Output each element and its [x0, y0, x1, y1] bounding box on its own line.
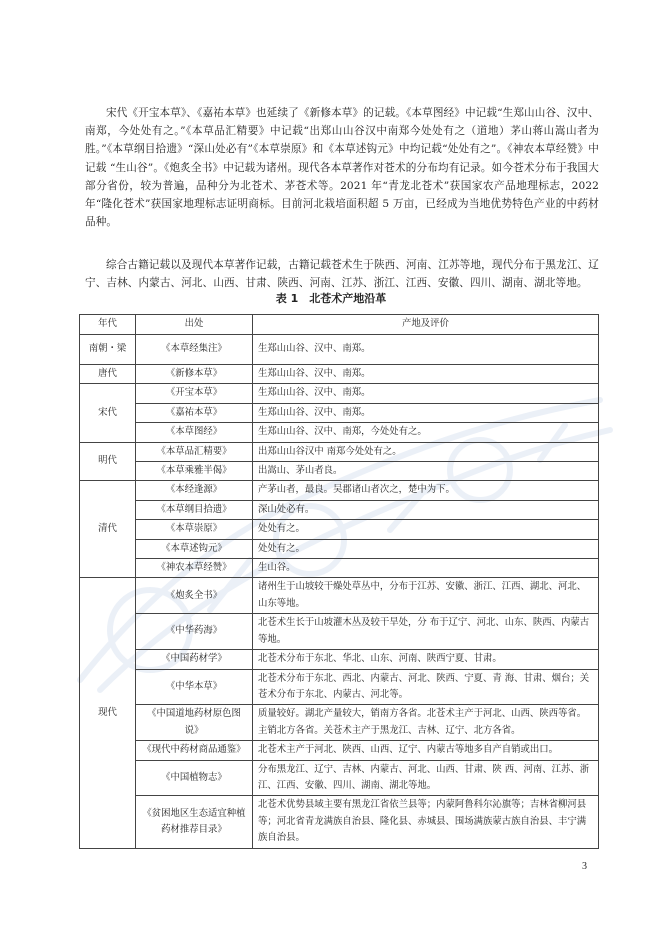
table-row: [80, 500, 599, 519]
era-cell: 宋代: [80, 384, 136, 442]
source-cell: 《本经逢源》: [136, 481, 253, 500]
source-cell: 《神农本草经赞》: [136, 559, 253, 578]
origin-cell: 生山谷。: [253, 559, 599, 578]
era-cell: 清代: [80, 481, 136, 578]
table-row: [80, 760, 599, 796]
origin-cell: 北苍术主产于河北、陕西、山西、辽宁、内蒙古等地多自产自销或出口。: [253, 741, 599, 760]
table-row: [80, 578, 599, 614]
provenance-table: [79, 314, 599, 849]
source-cell: 《中华本草》: [136, 669, 253, 705]
table-row: [80, 614, 599, 650]
source-cell: 《中国道地药材原色图说》: [136, 705, 253, 741]
table-row: [80, 335, 599, 365]
origin-cell: 北苍术分布于东北、西北、内蒙古、河北、陕西、宁夏、青 海、甘肃、烟台；关苍术分布于东北、内蒙古、河北等。: [253, 669, 599, 705]
origin-cell: 诸州生于山坡较干燥处草丛中，分布于江苏、安徽、浙江、江西、湖北、河北、山东等地。: [253, 578, 599, 614]
source-cell: 《本草崇原》: [136, 520, 253, 539]
origin-cell: 出郑山山谷汉中 南郑今处处有之。: [253, 442, 599, 461]
table-row: [80, 705, 599, 741]
table-row: [80, 796, 599, 848]
source-cell: 《新修本草》: [136, 365, 253, 384]
source-cell: 《现代中药材商品通鉴》: [136, 741, 253, 760]
table-row: [80, 741, 599, 760]
origin-cell: 生郑山山谷、汉中、南郑。: [253, 384, 599, 403]
origin-cell: 深山处必有。: [253, 500, 599, 519]
origin-cell: 生郑山山谷、汉中、南郑，今处处有之。: [253, 423, 599, 442]
source-cell: 《炮炙全书》: [136, 578, 253, 614]
origin-cell: 处处有之。: [253, 520, 599, 539]
origin-cell: 质量较好。湖北产量较大，销南方各省。北苍术主产于河北、山西、陕西等省。主销北方各省。关苍术主产于黑龙江、吉林、辽宁、北方各省。: [253, 705, 599, 741]
era-cell: 南朝・梁: [80, 335, 136, 365]
source-cell: 《嘉祐本草》: [136, 403, 253, 422]
origin-cell: 生郑山山谷、汉中、南郑。: [253, 365, 599, 384]
source-cell: 《本草乘雅半偈》: [136, 462, 253, 481]
source-cell: 《中华药海》: [136, 614, 253, 650]
table-row: [80, 539, 599, 558]
source-cell: 《本草经集注》: [136, 335, 253, 365]
table-row: [80, 384, 599, 403]
body-paragraph: 综合古籍记载以及现代本草著作记载，古籍记载苍术生于陕西、河南、江苏等地，现代分布于黑龙江、辽宁、吉林、内蒙古、河北、山西、甘肃、陕西、河南、江苏、浙江、江西、安徽、四川、湖南、湖北等地。: [85, 259, 599, 290]
table-row: [80, 462, 599, 481]
page-number: 3: [582, 861, 587, 872]
header-source: 出处: [136, 315, 253, 335]
origin-cell: 生郑山山谷、汉中、南郑。: [253, 335, 599, 365]
origin-cell: 处处有之。: [253, 539, 599, 558]
origin-cell: 生郑山山谷、汉中、南郑。: [253, 403, 599, 422]
source-cell: 《开宝本草》: [136, 384, 253, 403]
source-cell: 《本草述钩元》: [136, 539, 253, 558]
table-row: [80, 442, 599, 461]
table-body: [80, 335, 599, 849]
table-row: [80, 423, 599, 442]
table-row: [80, 481, 599, 500]
table-row: [80, 403, 599, 422]
origin-cell: 北苍术生长于山坡灌木丛及较干旱处，分 布于辽宁、河北、山东、陕西、内蒙古等地。: [253, 614, 599, 650]
era-cell: 唐代: [80, 365, 136, 384]
table-row: [80, 520, 599, 539]
origin-cell: 产茅山者，最良。吴郡诸山者次之，楚中为下。: [253, 481, 599, 500]
table-caption: 表 1 北苍术产地沿革: [275, 292, 387, 305]
source-cell: 《本草品汇精要》: [136, 442, 253, 461]
table-row: [80, 669, 599, 705]
source-cell: 《中国药材学》: [136, 650, 253, 669]
source-cell: 《本草图经》: [136, 423, 253, 442]
era-cell: 明代: [80, 442, 136, 481]
header-era: 年代: [80, 315, 136, 335]
header-origin: 产地及评价: [253, 315, 599, 335]
table-row: [80, 559, 599, 578]
origin-cell: 北苍术优势县域主要有黑龙江省依兰县等；内蒙阿鲁科尔沁旗等；吉林省柳河县等；河北省青龙满族自治县、隆化县、赤城县、围场满族蒙古族自治县、丰宁满族自治县。: [253, 796, 599, 848]
table-header-row: [80, 315, 599, 335]
origin-cell: 分布黑龙江、辽宁、吉林、内蒙古、河北、山西、甘肃、陕 西、河南、江苏、浙江、江西、安徽、四川、湖南、湖北等地。: [253, 760, 599, 796]
source-cell: 《中国植物志》: [136, 760, 253, 796]
origin-cell: 出嵩山、茅山者良。: [253, 462, 599, 481]
table-row: [80, 650, 599, 669]
origin-cell: 北苍术分布于东北、华北、山东、河南、陕西宁夏、甘肃。: [253, 650, 599, 669]
body-paragraph: 宋代《开宝本草》、《嘉祐本草》也延续了《新修本草》的记载。《本草图经》中记载“生郑山山谷、汉中、南郑，今处处有之。”《本草品汇精要》中记载“出郑山山谷汉中南郑今处处有之（道地）茅山蒋山嵩山者为胜。”《本草纲目拾遗》“深山处必有”《本草崇原》和《本草述钩元》中均记载“处处有之”。《神农本草经赞》中记载 “生山谷”。《炮炙全书》中记载为诸州。现代各本草著作对苍术的分布均有记录。如今苍术分布于我国大部分省份，较为普遍，品种分为北苍术、茅苍术等。2021 年“青龙北苍术”获国家农产品地理标志，2022 年“隆化苍术”获国家地理标志证明商标。目前河北栽培面积超 5 万亩，已经成为当地优势特色产业的中药材品种。: [85, 107, 599, 229]
era-cell: 现代: [80, 578, 136, 848]
source-cell: 《本草纲目拾遗》: [136, 500, 253, 519]
table-row: [80, 365, 599, 384]
source-cell: 《贫困地区生态适宜种植药材推荐目录》: [136, 796, 253, 848]
